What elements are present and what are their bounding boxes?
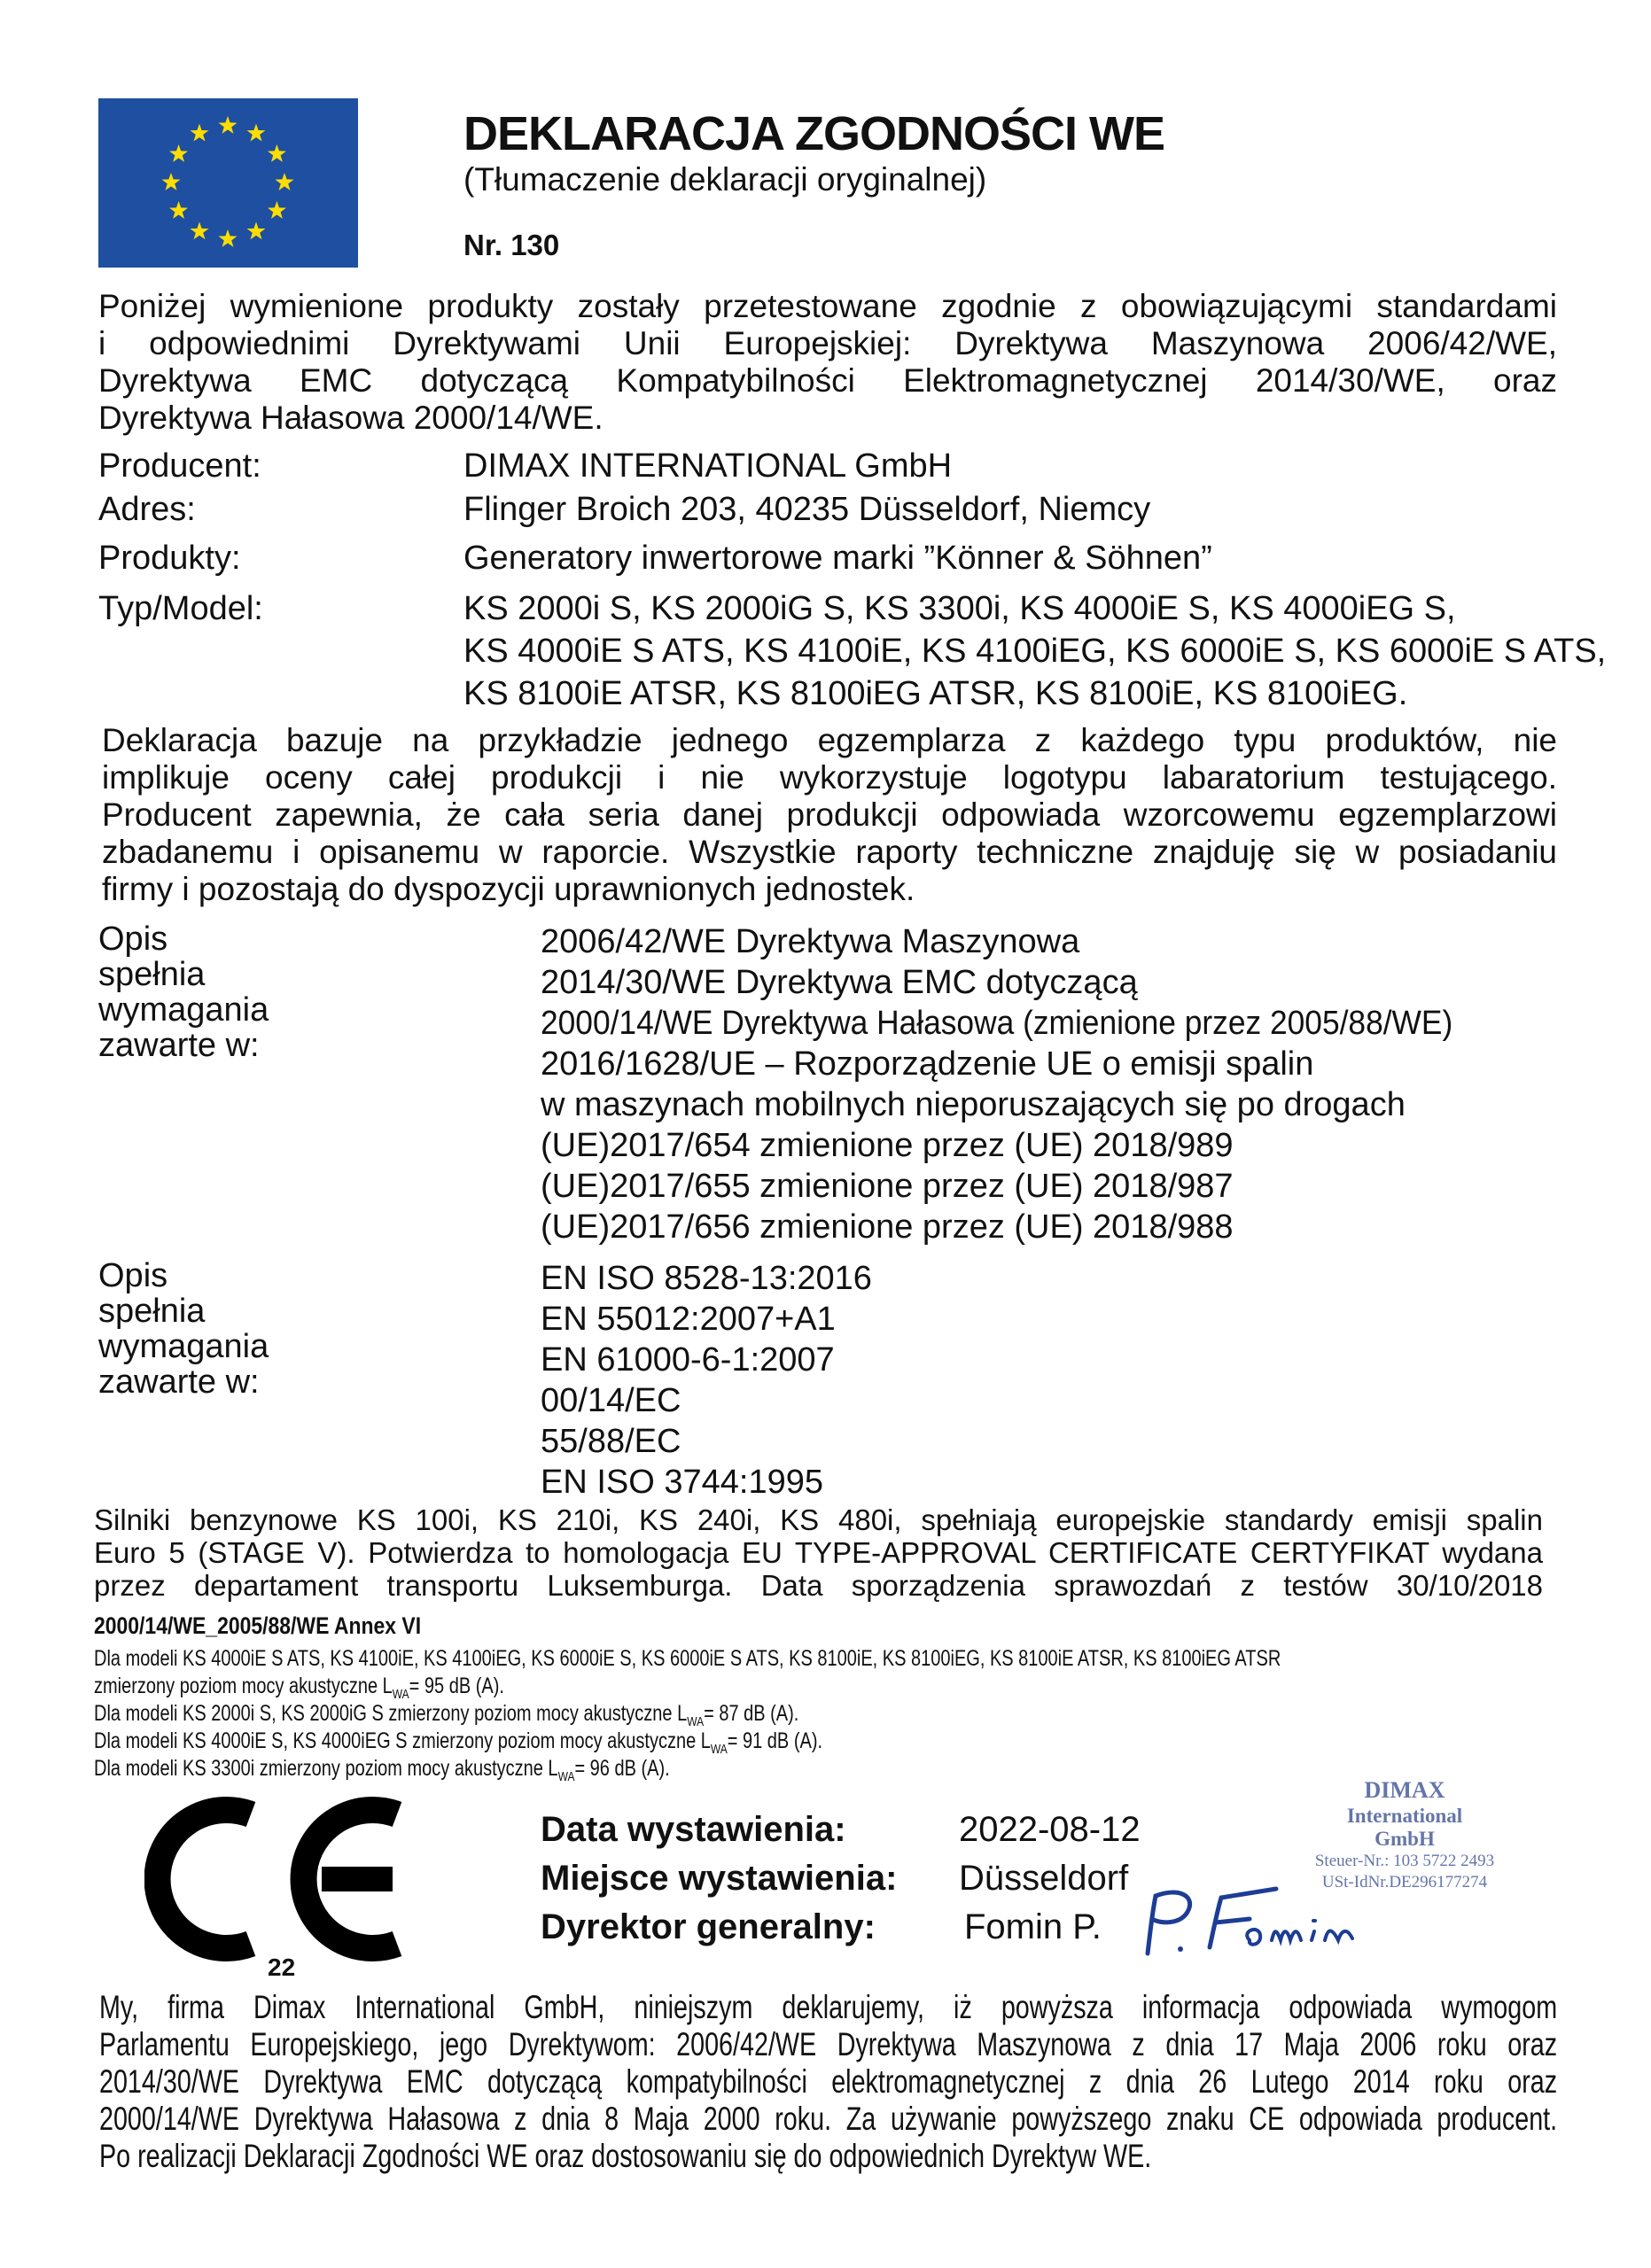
engines-paragraph <box>94 1503 1543 1602</box>
requirement-item: EN ISO 3744:1995 <box>541 1464 823 1501</box>
text-line: zbadanemu i opisanemu w raporcie. Wszystkie raporty techniczne znajduję się w posiadaniu <box>102 834 1557 870</box>
eu-flag-logo <box>98 98 358 268</box>
issue-place-value: Düsseldorf <box>959 1859 1129 1898</box>
text-line: My, firma Dimax International GmbH, niniejszym deklarujemy, iż powyższa informacja odpowiada wymogom <box>99 1989 1558 2025</box>
requirement-item: EN 55012:2007+A1 <box>541 1301 836 1338</box>
text-line: Parlamentu Europejskiego, jego Dyrektywom: 2006/42/WE Dyrektywa Maszynowa z dnia 17 Maja 2006 roku oraz <box>99 2026 1558 2062</box>
text-line: Producent zapewnia, że cała seria danej produkcji odpowiada wzorcowemu egzemplarzowi <box>102 796 1557 833</box>
requirement-item: (UE)2017/656 zmienione przez (UE) 2018/988 <box>541 1208 1234 1246</box>
annex-title: 2000/14/WE_2005/88/WE Annex VI <box>94 1612 422 1639</box>
text-line: implikuje oceny całej produkcji i nie wykorzystuje logotypu labaratorium testującego. <box>102 759 1557 796</box>
requirement-item: 2016/1628/UE – Rozporządzenie UE o emisji spalin <box>541 1045 1314 1083</box>
page-title: DEKLARACJA ZGODNOŚCI WE <box>463 107 1165 160</box>
closing-paragraph <box>99 1989 1557 2175</box>
issue-date-value: 2022-08-12 <box>959 1810 1141 1849</box>
text-line: firmy i pozostają do dyspozycji uprawnionych jednostek. <box>102 871 915 907</box>
label-line: Opis spełnia wymagania <box>98 920 269 1029</box>
requirement-item: EN ISO 8528-13:2016 <box>541 1260 872 1297</box>
requirements-label <box>98 921 269 1063</box>
requirement-item: 2014/30/WE Dyrektywa EMC dotyczącą <box>541 964 1138 1001</box>
stamp-line: GmbH <box>1375 1828 1435 1850</box>
requirement-item: w maszynach mobilnych nieporuszających się po drogach <box>541 1086 1406 1123</box>
ce-mark-number: 22 <box>268 1953 296 1981</box>
requirements-list <box>541 1258 872 1503</box>
requirement-item: 55/88/EC <box>541 1423 681 1460</box>
products-value: Generatory inwertorowe marki ”Könner & Söhnen” <box>463 540 1212 577</box>
noise-line: Dla modeli KS 4000iE S ATS, KS 4100iE, KS 4100iEG, KS 6000iE S, KS 6000iE S ATS, KS 8100iE, KS 8100iEG, KS 8100iE ATSR, KS 8100iEG ATSR <box>94 1646 1281 1671</box>
stamp-line: Steuer-Nr.: 103 5722 2493 <box>1314 1852 1495 1870</box>
stamp-line: DIMAX <box>1364 1777 1445 1803</box>
model-line: KS 2000i S, KS 2000iG S, KS 3300i, KS 4000iE S, KS 4000iEG S, <box>463 590 1456 627</box>
issue-date-label: Data wystawienia: <box>541 1810 846 1849</box>
signature <box>1125 1878 1374 1967</box>
label-line: Opis spełnia wymagania <box>98 1257 269 1365</box>
text-line: Po realizacji Deklaracji Zgodności WE oraz dostosowaniu się do odpowiednich Dyrektyw WE. <box>99 2138 1152 2174</box>
ce-mark-logo <box>144 1795 410 1963</box>
address-label: Adres: <box>98 491 196 528</box>
text-line: Euro 5 (STAGE V). Potwierdza to homologacja EU TYPE-APPROVAL CERTIFICATE CERTYFIKAT wydana <box>94 1536 1543 1569</box>
director-value: Fomin P. <box>964 1907 1102 1946</box>
director-label: Dyrektor generalny: <box>541 1907 876 1946</box>
noise-line: Dla modeli KS 2000i S, KS 2000iG S zmierzony poziom mocy akustyczne $L_{WA}= 87$ dB (A). <box>94 1701 799 1729</box>
requirement-item: EN 61000-6-1:2007 <box>541 1341 835 1379</box>
company-stamp <box>1276 1776 1533 1893</box>
intro-paragraph <box>98 288 1557 437</box>
text-line: Poniżej wymienione produkty zostały przetestowane zgodnie z obowiązującymi standardami <box>98 288 1557 324</box>
requirement-item: (UE)2017/655 zmienione przez (UE) 2018/987 <box>541 1168 1234 1205</box>
text-line: Dyrektywa EMC dotyczącą Kompatybilności Elektromagnetycznej 2014/30/WE, oraz <box>98 362 1557 399</box>
text-line: 2014/30/WE Dyrektywa EMC dotyczącą kompatybilności elektromagnetycznej z dnia 26 Lutego 2014 roku oraz <box>99 2063 1558 2100</box>
text-line: Dyrektywa Hałasowa 2000/14/WE. <box>98 400 604 436</box>
text-line: przez departament transportu Luksemburga. Data sporządzenia sprawozdań z testów 30/10/2018 <box>94 1569 1543 1602</box>
producer-label: Producent: <box>98 447 261 485</box>
text-line: i odpowiednimi Dyrektywami Unii Europejskiej: Dyrektywa Maszynowa 2006/42/WE, <box>98 325 1557 361</box>
text-line: Silniki benzynowe KS 100i, KS 210i, KS 240i, KS 480i, spełniają europejskie standardy emisji spalin <box>94 1503 1543 1536</box>
page-subtitle: (Tłumaczenie deklaracji oryginalnej) <box>463 161 987 198</box>
declaration-number: Nr. 130 <box>463 229 560 261</box>
text-line: 2000/14/WE Dyrektywa Hałasowa z dnia 8 Maja 2000 roku. Za używanie powyższego znaku CE odpowiada producent. <box>99 2101 1558 2137</box>
issue-place-label: Miejsce wystawienia: <box>541 1859 898 1898</box>
noise-line: Dla modeli KS 3300i zmierzony poziom mocy akustyczne $L_{WA}= 96$ dB (A). <box>94 1756 670 1784</box>
stamp-line: USt-IdNr.DE296177274 <box>1321 1873 1488 1891</box>
model-line: KS 8100iE ATSR, KS 8100iEG ATSR, KS 8100iE, KS 8100iEG. <box>463 675 1408 712</box>
requirement-item: (UE)2017/654 zmienione przez (UE) 2018/989 <box>541 1127 1234 1164</box>
requirements-list <box>541 921 1522 1247</box>
producer-value: DIMAX INTERNATIONAL GmbH <box>463 447 953 485</box>
products-label: Produkty: <box>98 540 241 577</box>
noise-line: zmierzony poziom mocy akustyczne $L_{WA}= 95$ dB (A). <box>94 1674 504 1702</box>
requirement-item: 2000/14/WE Dyrektywa Hałasowa (zmienione przez 2005/88/WE) <box>541 1005 1453 1042</box>
requirement-item: 00/14/EC <box>541 1382 681 1419</box>
label-line: zawarte w: <box>98 1363 260 1401</box>
address-value: Flinger Broich 203, 40235 Düsseldorf, Niemcy <box>463 491 1151 528</box>
label-line: zawarte w: <box>98 1027 260 1064</box>
noise-line: Dla modeli KS 4000iE S, KS 4000iEG S zmierzony poziom mocy akustyczne $L_{WA}= 91$ dB (A). <box>94 1728 823 1757</box>
model-label: Typ/Model: <box>98 590 263 627</box>
model-line: KS 4000iE S ATS, KS 4100iE, KS 4100iEG, KS 6000iE S, KS 6000iE S ATS, <box>463 633 1607 670</box>
noise-levels <box>94 1645 1281 1783</box>
requirements-label <box>98 1258 269 1400</box>
stamp-line: International <box>1346 1805 1463 1827</box>
declaration-paragraph <box>102 722 1557 908</box>
text-line: Deklaracja bazuje na przykładzie jednego egzemplarza z każdego typu produktów, nie <box>102 722 1557 758</box>
requirement-item: 2006/42/WE Dyrektywa Maszynowa <box>541 923 1080 960</box>
